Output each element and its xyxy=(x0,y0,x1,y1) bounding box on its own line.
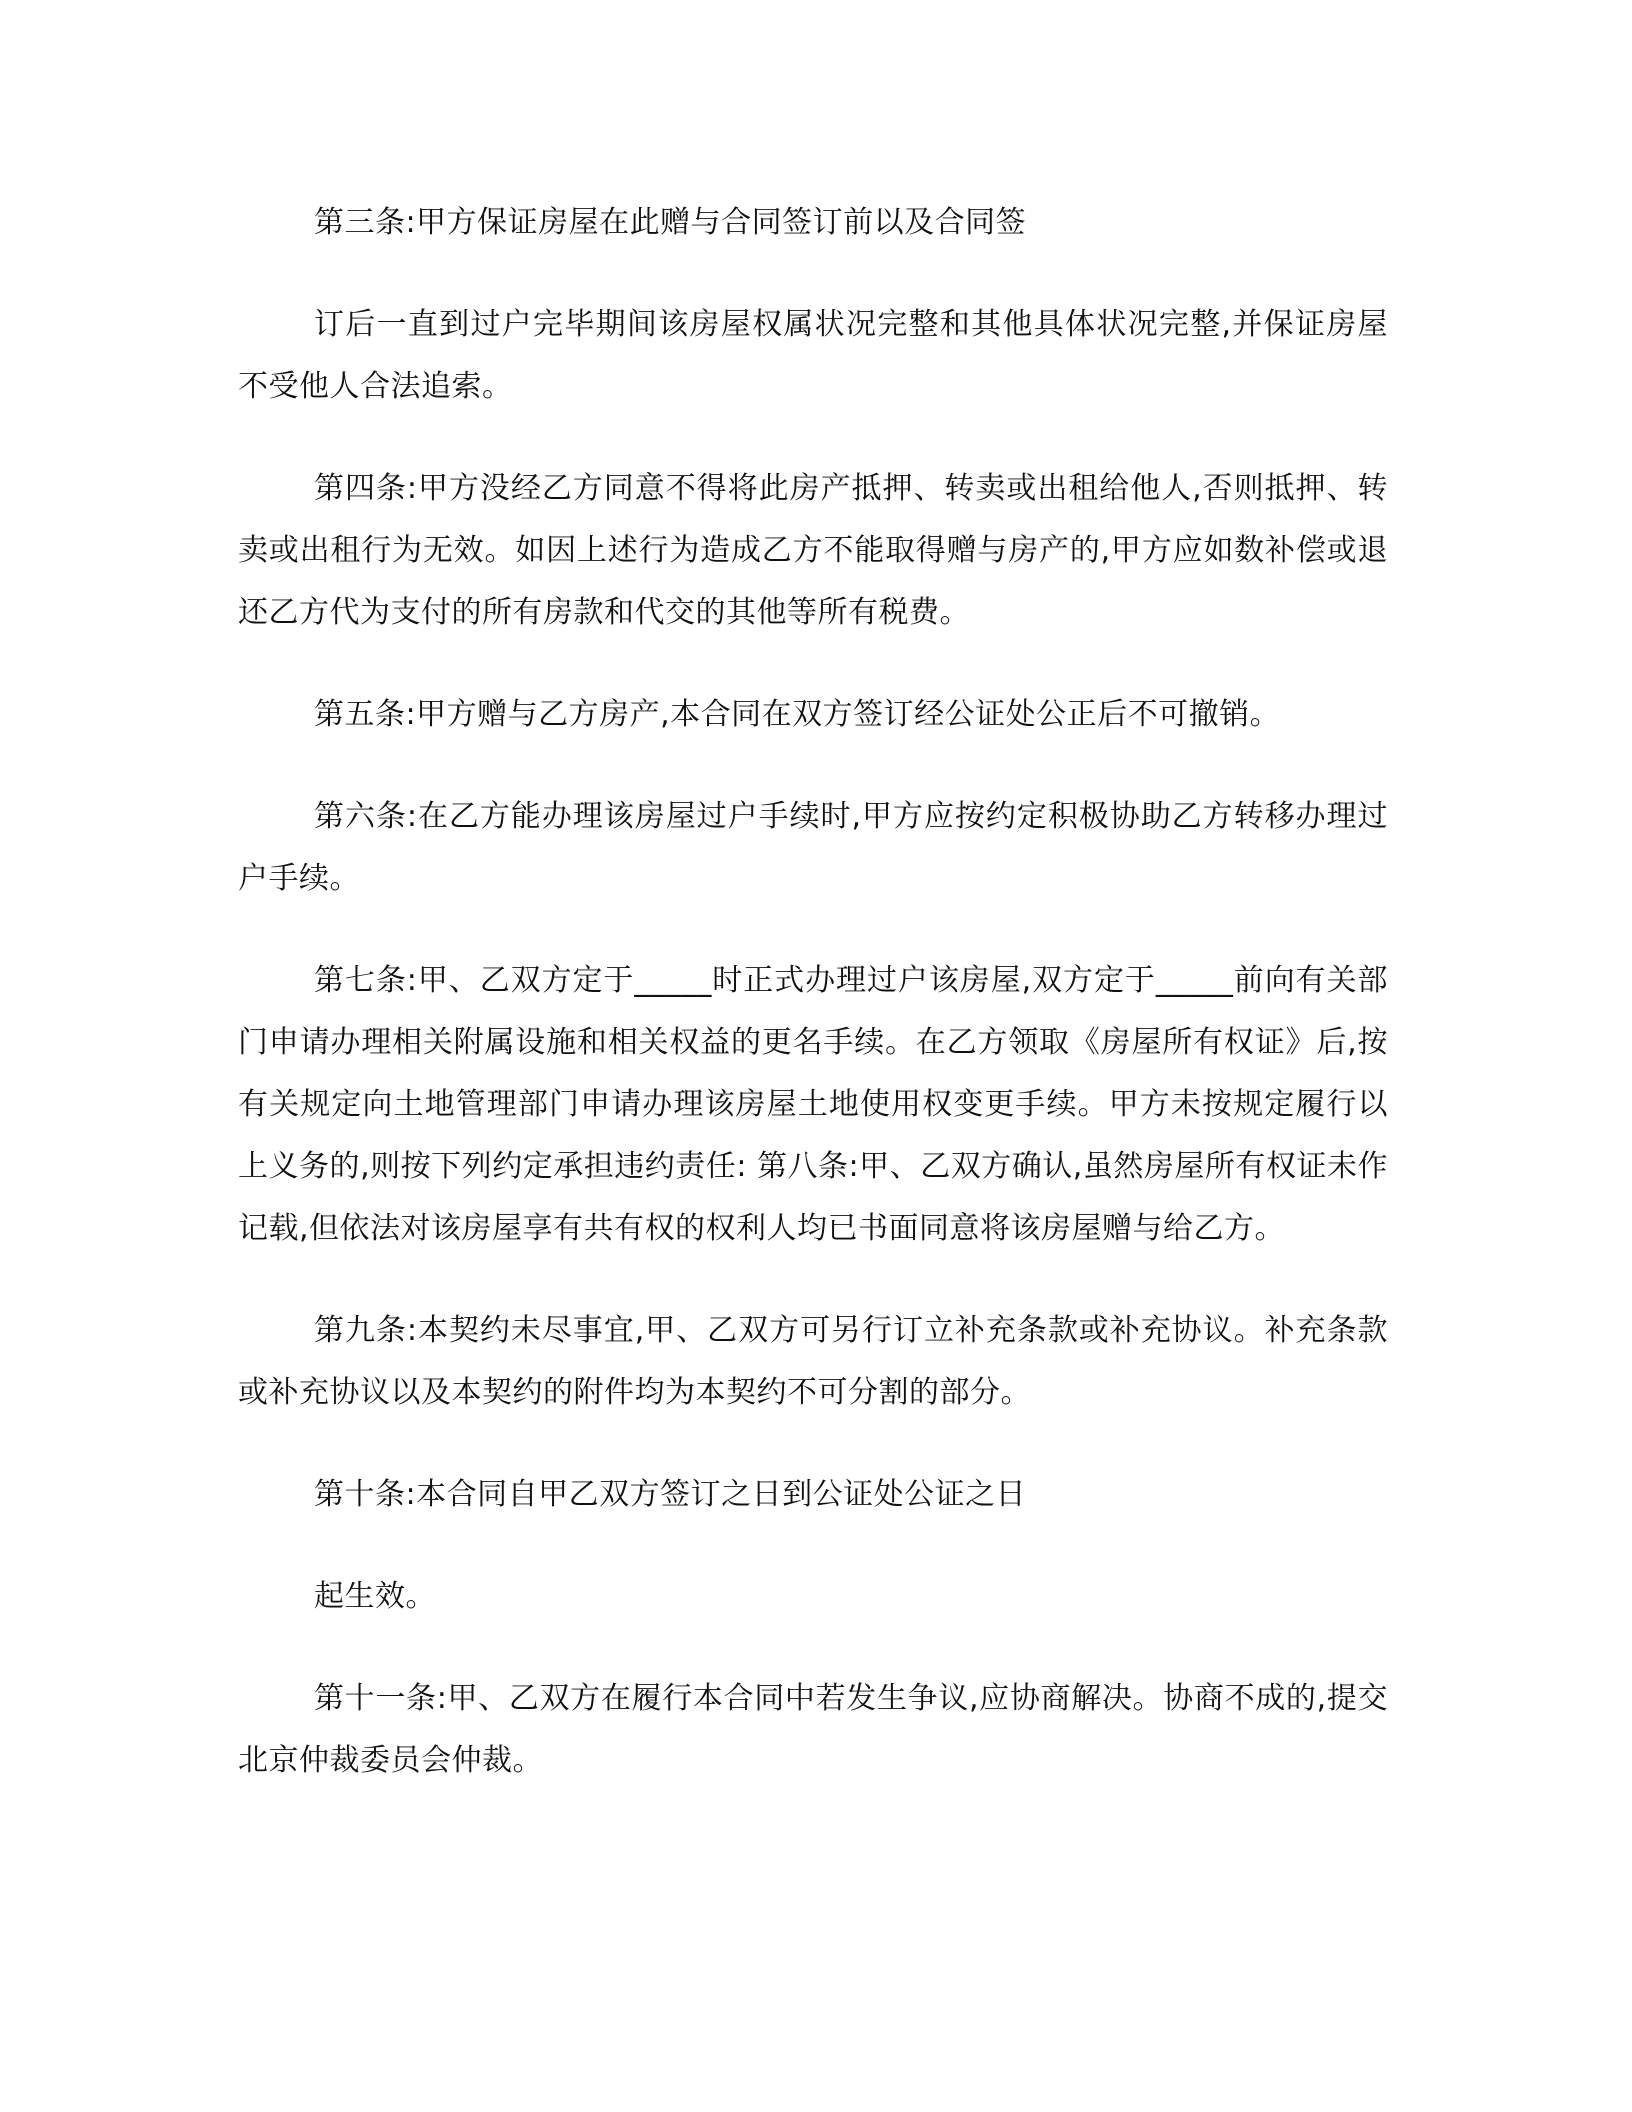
paragraph-article-3: 第三条:甲方保证房屋在此赠与合同签订前以及合同签 xyxy=(314,205,1027,240)
paragraph-article-4: 第四条:甲方没经乙方同意不得将此房产抵押、转卖或出租给他人,否则抵押、转卖或出租行为无效。如因上述行为造成乙方不能取得赠与房产的,甲方应如数补偿或退还乙方代为支付的所有房款和代交的其他等所有税费。 xyxy=(238,471,1388,630)
paragraph-article-10-cont: 起生效。 xyxy=(314,1579,436,1614)
paragraph-article-9: 第九条:本契约未尽事宜,甲、乙双方可另行订立补充条款或补充协议。补充条款或补充协议以及本契约的附件均为本契约不可分割的部分。 xyxy=(238,1313,1388,1410)
paragraph-article-3-cont: 订后一直到过户完毕期间该房屋权属状况完整和其他具体状况完整,并保证房屋不受他人合法追索。 xyxy=(238,307,1388,404)
paragraph-article-6: 第六条:在乙方能办理该房屋过户手续时,甲方应按约定积极协助乙方转移办理过户手续。 xyxy=(238,799,1388,896)
document-body xyxy=(238,192,1388,1832)
paragraph-article-11: 第十一条:甲、乙双方在履行本合同中若发生争议,应协商解决。协商不成的,提交北京仲裁委员会仲裁。 xyxy=(238,1681,1388,1778)
paragraph-article-7-8: 第七条:甲、乙双方定于_____时正式办理过户该房屋,双方定于_____前向有关部门申请办理相关附属设施和相关权益的更名手续。在乙方领取《房屋所有权证》后,按有关规定向土地管理部门申请办理该房屋土地使用权变更手续。甲方未按规定履行以上义务的,则按下列约定承担违约责任: 第八条:甲、乙双方确认,虽然房屋所有权证未作记载,但依法对该房屋享有共有权的权利人均已书面同意将该房屋赠与给乙方。 xyxy=(238,963,1388,1246)
paragraph-article-5: 第五条:甲方赠与乙方房产,本合同在双方签订经公证处公正后不可撤销。 xyxy=(314,697,1281,732)
paragraph-article-10: 第十条:本合同自甲乙双方签订之日到公证处公证之日 xyxy=(314,1477,1027,1512)
